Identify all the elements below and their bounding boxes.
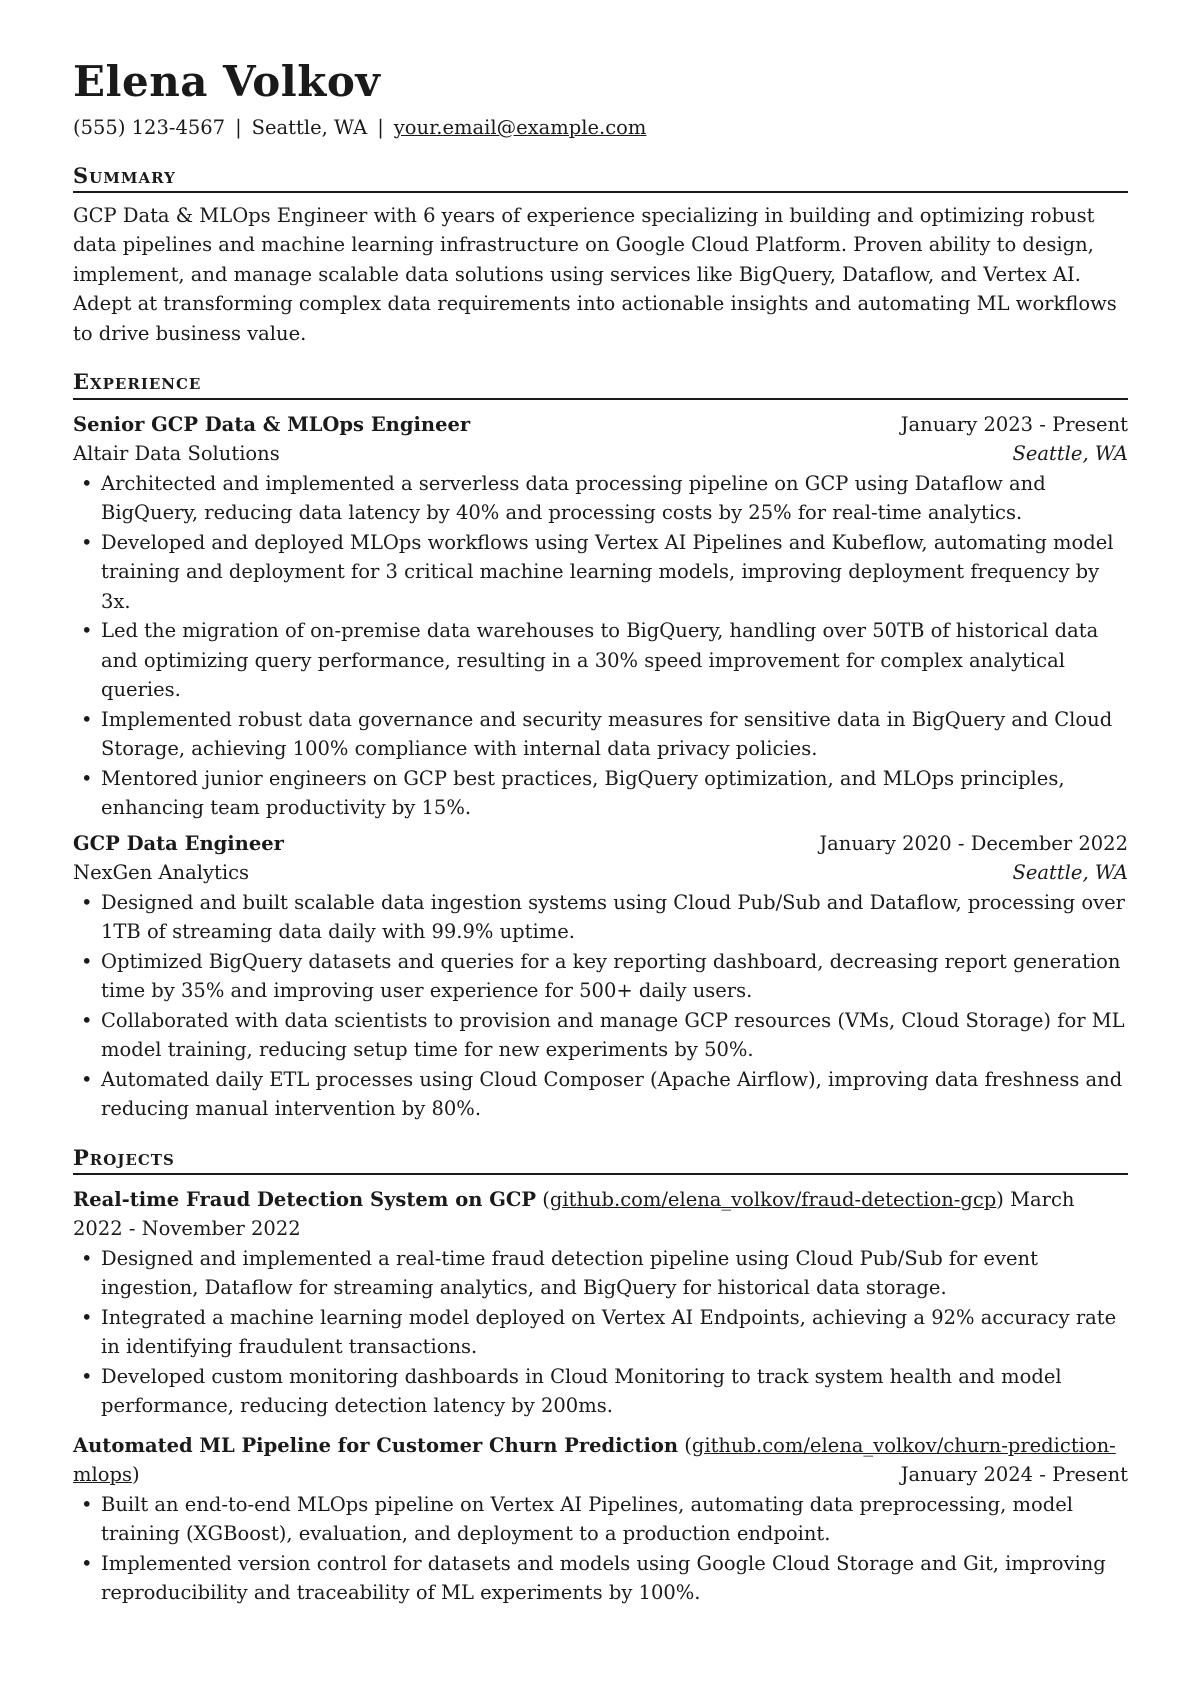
list-item: • Designed and built scalable data ingestion systems using Cloud Pub/Sub and Dataflow, processing over 1TB of streaming data daily with 99.9% uptime.: [73, 888, 1128, 947]
job-header: [73, 410, 1128, 440]
list-item: • Collaborated with data scientists to provision and manage GCP resources (VMs, Cloud Storage) for ML model training, reducing setup time for new experiments by 50%.: [73, 1006, 1128, 1065]
job-bullets: [73, 888, 1128, 1124]
project-entry: [73, 1185, 1128, 1421]
job-location: Seattle, WA: [1012, 442, 1128, 466]
project-header: Real-time Fraud Detection System on GCP (github.com/elena_volkov/fraud-detection-gcp) March 2022 - November 2022: [73, 1187, 1075, 1241]
list-item: • Led the migration of on-premise data warehouses to BigQuery, handling over 50TB of historical data and optimizing query performance, resulting in a 30% speed improvement for complex analytical queries.: [73, 616, 1128, 705]
projects-heading: Projects: [73, 1144, 1128, 1175]
list-item: • Implemented robust data governance and security measures for sensitive data in BigQuery and Cloud Storage, achieving 100% compliance with internal data privacy policies.: [73, 705, 1128, 764]
job-entry: [73, 410, 1128, 823]
project-bullets: [73, 1490, 1128, 1608]
list-item: • Automated daily ETL processes using Cloud Composer (Apache Airflow), improving data freshness and reducing manual intervention by 80%.: [73, 1065, 1128, 1124]
email-link[interactable]: your.email@example.com: [393, 116, 647, 140]
project-title: Automated ML Pipeline for Customer Churn Prediction: [73, 1433, 679, 1457]
contact-line: [73, 114, 1128, 141]
job-title: GCP Data Engineer: [73, 831, 284, 855]
job-dates: January 2020 - December 2022: [819, 831, 1128, 855]
list-item: • Developed custom monitoring dashboards in Cloud Monitoring to track system health and model performance, reducing detection latency by 200ms.: [73, 1362, 1128, 1421]
job-subheader: [73, 858, 1128, 888]
list-item: • Architected and implemented a serverless data processing pipeline on GCP using Dataflow and BigQuery, reducing data latency by 40% and processing costs by 25% for real-time analytics.: [73, 469, 1128, 528]
job-title: Senior GCP Data & MLOps Engineer: [73, 412, 471, 436]
job-entry: [73, 829, 1128, 1124]
project-link[interactable]: github.com/elena_volkov/churn-prediction-mlops: [73, 1433, 1116, 1487]
separator: |: [235, 116, 242, 140]
list-item: • Built an end-to-end MLOps pipeline on Vertex AI Pipelines, automating data preprocessing, model training (XGBoost), evaluation, and deployment to a production endpoint.: [73, 1490, 1128, 1549]
company-name: NexGen Analytics: [73, 861, 249, 885]
summary-text: GCP Data & MLOps Engineer with 6 years of experience specializing in building and optimizing robust data pipelines and machine learning infrastructure on Google Cloud Platform. Proven ability to design, implement, and manage scalable data solutions using services like BigQuery, Dataflow, and Vertex AI. Adept at transforming complex data requirements into actionable insights and automating ML workflows to drive business value.: [73, 203, 1117, 345]
job-dates: January 2023 - Present: [900, 412, 1128, 436]
project-link[interactable]: github.com/elena_volkov/fraud-detection-gcp: [549, 1187, 997, 1211]
project-entry: [73, 1431, 1128, 1608]
company-name: Altair Data Solutions: [73, 442, 280, 466]
job-subheader: [73, 439, 1128, 469]
project-bullets: [73, 1244, 1128, 1421]
list-item: • Integrated a machine learning model deployed on Vertex AI Endpoints, achieving a 92% accuracy rate in identifying fraudulent transactions.: [73, 1303, 1128, 1362]
project-dates: March 2022 - November 2022: [73, 1187, 1075, 1241]
job-bullets: [73, 469, 1128, 823]
list-item: • Mentored junior engineers on GCP best practices, BigQuery optimization, and MLOps principles, enhancing team productivity by 15%.: [73, 764, 1128, 823]
location: Seattle, WA: [251, 116, 368, 140]
summary-heading: Summary: [73, 162, 1128, 193]
list-item: • Implemented version control for datasets and models using Google Cloud Storage and Git, improving reproducibility and traceability of ML experiments by 100%.: [73, 1549, 1128, 1608]
experience-heading: Experience: [73, 368, 1128, 399]
job-header: [73, 829, 1128, 859]
phone: (555) 123-4567: [73, 116, 226, 140]
separator: |: [377, 116, 384, 140]
job-location: Seattle, WA: [1012, 861, 1128, 885]
candidate-name: Elena Volkov: [73, 57, 381, 106]
project-dates: January 2024 - Present: [900, 1463, 1128, 1487]
list-item: • Developed and deployed MLOps workflows using Vertex AI Pipelines and Kubeflow, automating model training and deployment for 3 critical machine learning models, improving deployment frequency by 3x.: [73, 528, 1128, 617]
list-item: • Designed and implemented a real-time fraud detection pipeline using Cloud Pub/Sub for event ingestion, Dataflow for streaming analytics, and BigQuery for historical data storage.: [73, 1244, 1128, 1303]
list-item: • Optimized BigQuery datasets and queries for a key reporting dashboard, decreasing report generation time by 35% and improving user experience for 500+ daily users.: [73, 947, 1128, 1006]
project-title: Real-time Fraud Detection System on GCP: [73, 1187, 537, 1211]
project-header: Automated ML Pipeline for Customer Churn Prediction (github.com/elena_volkov/churn-prediction-mlops) January 2024 - Present: [73, 1431, 1128, 1490]
